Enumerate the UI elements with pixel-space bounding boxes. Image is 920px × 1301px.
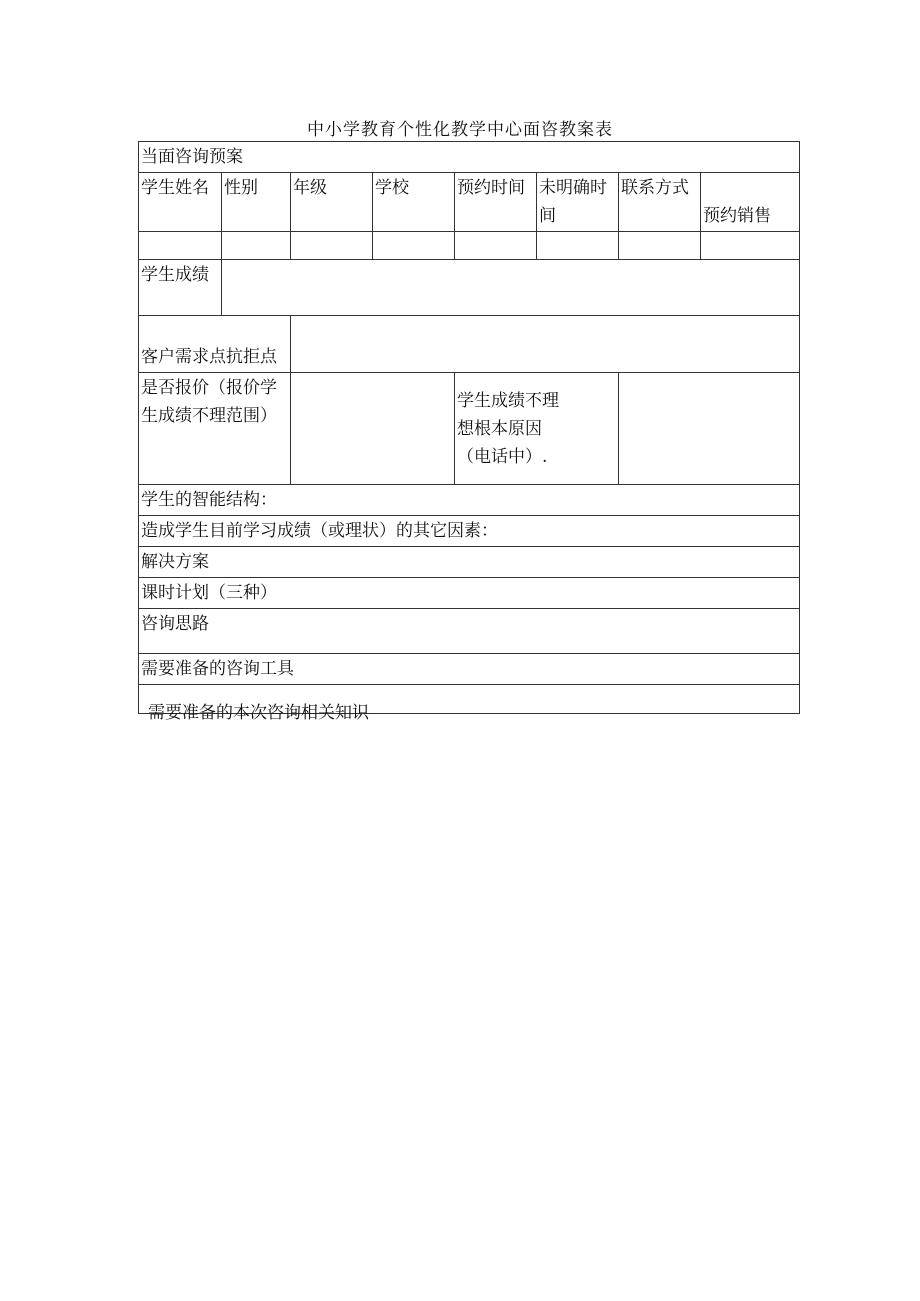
scores-label-cell: 学生成绩: [139, 260, 222, 316]
empty-cell: [373, 232, 455, 260]
reason-label-cell: 学生成绩不理想根本原因（电话中）.: [455, 373, 619, 485]
table-row: [139, 173, 800, 232]
section-header-cell: 当面咨询预案: [139, 142, 800, 173]
table-row: [139, 373, 800, 485]
intelligence-label-cell: 学生的智能结构：: [139, 485, 800, 516]
tools-label-cell: 需要准备的咨询工具: [139, 654, 800, 685]
empty-cell: [222, 232, 291, 260]
needs-label-cell: 客户需求点抗拒点: [139, 316, 291, 373]
table-row: [139, 316, 800, 373]
table-row: [139, 609, 800, 654]
header-contact: 联系方式: [619, 173, 701, 232]
solution-label-cell: 解决方案: [139, 547, 800, 578]
consultation-form-table: [138, 141, 800, 714]
footnote: 需要准备的本次咨询相关知识: [148, 703, 369, 723]
empty-cell: [619, 232, 701, 260]
empty-cell: [291, 232, 373, 260]
header-school: 学校: [373, 173, 455, 232]
table-row: [139, 516, 800, 547]
reason-value-cell: [619, 373, 800, 485]
header-unclear-time: 未明确时间: [537, 173, 619, 232]
header-gender: 性别: [222, 173, 291, 232]
consult-idea-label-cell: 咨询思路: [139, 609, 800, 654]
header-student-name: 学生姓名: [139, 173, 222, 232]
empty-cell: [701, 232, 800, 260]
table-row: [139, 485, 800, 516]
quote-value-cell: [291, 373, 455, 485]
header-appointment-sales: 预约销售: [701, 173, 800, 232]
other-factors-label-cell: 造成学生目前学习成绩（或理状）的其它因素：: [139, 516, 800, 547]
page-title: 中小学教育个性化教学中心面咨教案表: [307, 120, 613, 140]
header-grade: 年级: [291, 173, 373, 232]
table-row: [139, 578, 800, 609]
lesson-plan-label-cell: 课时计划（三种）: [139, 578, 800, 609]
empty-cell: [537, 232, 619, 260]
table-row: [139, 260, 800, 316]
table-row: [139, 547, 800, 578]
empty-cell: [139, 232, 222, 260]
table-row: [139, 654, 800, 685]
table-row: [139, 232, 800, 260]
scores-value-cell: [222, 260, 800, 316]
empty-cell: [455, 232, 537, 260]
quote-label-cell: 是否报价（报价学生成绩不理范围）: [139, 373, 291, 485]
table-row: [139, 142, 800, 173]
header-appointment-time: 预约时间: [455, 173, 537, 232]
needs-value-cell: [291, 316, 800, 373]
